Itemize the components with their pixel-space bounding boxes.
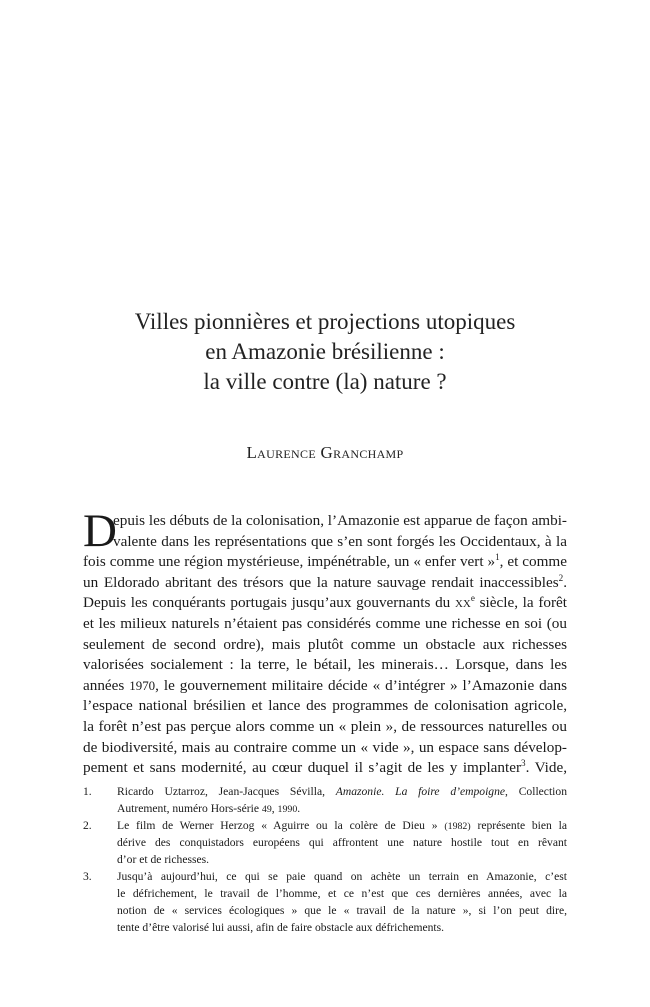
- footnote-ref: 1: [495, 552, 500, 563]
- footnote-line: dérive des conquistadors européens qui affrontent une nature hostile tout en rêvant: [117, 836, 567, 849]
- drop-cap: D: [83, 505, 117, 557]
- body-line: de biodiversité, mais au contraire comme un « vide », un espace sans dévelop-: [83, 738, 567, 756]
- body-line: [83, 552, 567, 573]
- body-line: [83, 573, 567, 594]
- footnote-line: Jusqu’à aujourd’hui, ce qui se paie quand on achète un terrain en Amazonie, c’est: [117, 870, 567, 883]
- footnote: [83, 817, 567, 868]
- footnote-number: 1.: [83, 785, 92, 798]
- body-line: et les milieux naturels n’étaient pas considérés comme une richesse en soi (ou: [83, 614, 567, 632]
- issue-number: 49: [261, 804, 272, 815]
- book-title: Amazonie. La foire d’empoigne: [335, 785, 506, 798]
- title-line: la ville contre (la) nature ?: [203, 369, 447, 394]
- footnote: [83, 868, 567, 936]
- text-run: , Collection: [505, 785, 567, 798]
- text-run: ,: [271, 802, 278, 815]
- footnote-ref: 3: [521, 758, 526, 769]
- text-run: fois comme une région mystérieuse, impénétrable, un « enfer vert »: [83, 553, 496, 571]
- year: 1970: [129, 677, 156, 693]
- body-line: valorisées socialement : la terre, le bétail, les minerais… Lorsque, dans les: [83, 656, 567, 674]
- body-line: [83, 593, 567, 614]
- century-numeral: xx: [454, 594, 471, 612]
- author-name: [0, 443, 650, 463]
- text-run: pement et sans modernité, au cœur duquel il s’agit de les y implanter: [83, 759, 522, 777]
- footnote-line: notion de « services écologiques » que le « travail de la nature », si l’on peut dire,: [117, 904, 567, 917]
- title-line: en Amazonie brésilienne :: [205, 339, 445, 364]
- text-run: . Vide,: [525, 759, 567, 777]
- superscript: e: [470, 593, 475, 604]
- body-line: [83, 758, 567, 779]
- text-run: années: [83, 676, 130, 694]
- body-line: epuis les débuts de la colonisation, l’Amazonie est apparue de façon ambi-: [113, 512, 567, 529]
- year: 1990: [277, 804, 298, 815]
- footnote: [83, 783, 567, 817]
- article-title: [0, 307, 650, 397]
- footnote-number: 2.: [83, 819, 92, 832]
- text-run: Depuis les conquérants portugais jusqu’aux gouvernants du: [83, 594, 455, 612]
- footnote-line: [117, 800, 567, 817]
- footnote-line: [117, 783, 567, 800]
- text-run: , et comme: [499, 553, 567, 571]
- author-text: Laurence Granchamp: [246, 443, 404, 462]
- footnote-ref: 2: [558, 572, 564, 583]
- footnote-line: d’or et de richesses.: [117, 853, 210, 866]
- text-run: , le gouvernement militaire décide « d’intégrer » l’Amazonie dans: [155, 676, 567, 694]
- footnote-number: 3.: [83, 870, 92, 883]
- text-run: .: [297, 802, 301, 815]
- text-run: représente bien la: [470, 819, 568, 832]
- text-run: Ricardo Uztarroz, Jean-Jacques Sévilla,: [117, 785, 336, 798]
- body-text: [83, 505, 568, 779]
- text-run: Autrement, numéro Hors-série: [117, 802, 262, 815]
- text-run: .: [563, 573, 567, 591]
- year: (1982): [444, 821, 471, 832]
- body-line: l’espace national brésilien et lance des programmes de colonisation agricole,: [83, 697, 567, 715]
- footnote-line: [117, 817, 567, 834]
- body-line: seulement de second ordre), mais plutôt comme un obstacle aux richesses: [83, 635, 567, 653]
- footnote-line: tente d’être valorisé lui aussi, afin de faire obstacle aux défrichements.: [117, 921, 445, 934]
- text-run: Le film de Werner Herzog « Aguirre ou la colère de Dieu »: [117, 819, 445, 832]
- title-line: Villes pionnières et projections utopiques: [134, 309, 516, 334]
- text-run: un Eldorado abritant des trésors que la nature sauvage rendait inaccessibles: [83, 573, 559, 591]
- body-line: la forêt n’est pas perçue alors comme un « plein », de ressources naturelles ou: [83, 717, 567, 735]
- footnotes: [83, 783, 567, 936]
- body-line: [83, 676, 567, 697]
- footnote-line: le défrichement, le travail de l’homme, et ce n’est que ces dernières années, avec la: [117, 887, 567, 900]
- text-run: siècle, la forêt: [474, 594, 568, 612]
- body-line: valente dans les représentations que s’en sont forgés les Occidentaux, à la: [113, 532, 567, 550]
